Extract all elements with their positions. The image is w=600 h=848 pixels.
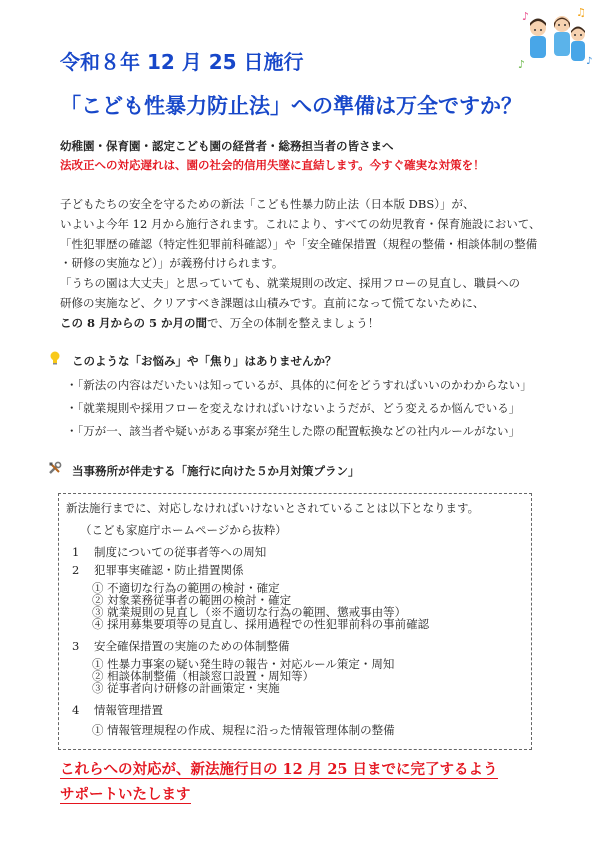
closing-message xyxy=(60,757,498,807)
svg-text:♪: ♪ xyxy=(522,10,530,23)
plan-item-label: 制度についての従事者等への周知 xyxy=(94,545,267,559)
worry-item: ・「就業規則や採用フローを変えなければいけないようだが、どう変えるか悩んでいる」 xyxy=(66,401,521,415)
plan-item-number: 1 xyxy=(72,545,80,559)
plan-item-number: 3 xyxy=(72,639,80,653)
plan-subitem: ① 不適切な行為の範囲の検討・確定 xyxy=(92,581,280,595)
plan-subitem: ① 情報管理規程の作成、規程に沿った情報管理体制の整備 xyxy=(92,723,395,737)
warning-line: 法改正への対応遅れは、園の社会的信用失墜に直結します。今すぐ確実な対策を！ xyxy=(60,158,485,172)
intro-paragraph xyxy=(60,195,560,334)
intro-emphasis: この 8 月からの 5 か月の間 xyxy=(60,315,208,330)
intro-line: 「性犯罪歴の確認（特定性犯罪前科確認）」や「安全確保措置（規程の整備・相談体制の整備 xyxy=(60,236,538,251)
children-singing-illustration xyxy=(516,6,596,76)
intro-line xyxy=(60,314,560,334)
worries-list xyxy=(66,374,532,443)
page-title: 「こども性暴力防止法」への準備は万全ですか？ xyxy=(60,94,522,118)
plan-subitem: ④ 採用募集要項等の見直し、採用過程での性犯罪前科の事前確認 xyxy=(92,617,430,631)
intro-line: 「うちの園は大丈夫」と思っていても、就業規則の改定、採用フローの見直し、職員への xyxy=(60,276,520,291)
plan-item xyxy=(72,638,290,654)
intro-line: ・研修の実施など）」が義務付けられます。 xyxy=(60,256,284,271)
intro-line: 研修の実施など、クリアすべき課題は山積みです。直前になって慌てないために、 xyxy=(60,295,485,310)
worry-item: ・「万が一、該当者や疑いがある事案が発生した際の配置転換などの社内ルールがない」 xyxy=(66,424,521,438)
plan-heading xyxy=(48,461,360,479)
plan-item xyxy=(72,544,266,560)
audience-line: 幼稚園・保育園・認定こども園の経営者・総務担当者の皆さまへ xyxy=(60,139,394,153)
plan-item xyxy=(72,702,163,718)
intro-rest: で、万全の体制を整えましょう！ xyxy=(207,315,380,330)
intro-line: 子どもたちの安全を守るための新法「こども性暴力防止法（日本版 DBS）」が、 xyxy=(60,197,475,211)
lightbulb-icon xyxy=(48,351,62,368)
plan-subitem: ③ 就業規則の見直し（※不適切な行為の範囲、懲戒事由等） xyxy=(92,605,407,619)
plan-item-label: 犯罪事実確認・防止措置関係 xyxy=(94,563,244,577)
closing-line: サポートいたします xyxy=(60,786,191,803)
worries-heading xyxy=(48,351,337,369)
plan-item xyxy=(72,562,244,578)
plan-heading-text: 当事務所が伴走する「施行に向けた５か月対策プラン」 xyxy=(72,464,360,478)
plan-intro: 新法施行までに、対応しなければいけないとされていることは以下となります。 xyxy=(66,501,480,515)
plan-subitem: ② 相談体制整備（相談窓口設置・周知等） xyxy=(92,669,315,683)
worries-heading-text: このような「お悩み」や「焦り」はありませんか？ xyxy=(72,354,337,368)
svg-text:♫: ♫ xyxy=(576,6,586,19)
plan-source: （こども家庭庁ホームページから抜粋） xyxy=(80,523,287,537)
plan-subitem: ② 対象業務従事者の範囲の検討・確定 xyxy=(92,593,292,607)
svg-text:♪: ♪ xyxy=(586,56,593,67)
closing-line: これらへの対応が、新法施行日の 12 月 25 日までに完了するよう xyxy=(60,761,498,778)
plan-subitem: ③ 従事者向け研修の計画策定・実施 xyxy=(92,681,280,695)
tools-icon xyxy=(48,461,62,478)
plan-item-label: 情報管理措置 xyxy=(94,703,163,717)
intro-line: いよいよ今年 12 月から施行されます。これにより、すべての幼児教育・保育施設において、 xyxy=(60,216,541,231)
plan-item-number: 2 xyxy=(72,563,80,577)
plan-subitem: ① 性暴力事案の疑い発生時の報告・対応ルール策定・周知 xyxy=(92,657,395,671)
worry-item: ・「新法の内容はだいたいは知っているが、具体的に何をどうすればいいのかわからない」 xyxy=(66,378,532,392)
title-date: 令和８年 12 月 25 日施行 xyxy=(60,50,304,74)
plan-item-number: 4 xyxy=(72,703,80,717)
plan-item-label: 安全確保措置の実施のための体制整備 xyxy=(94,639,290,653)
svg-text:♪: ♪ xyxy=(518,58,526,71)
